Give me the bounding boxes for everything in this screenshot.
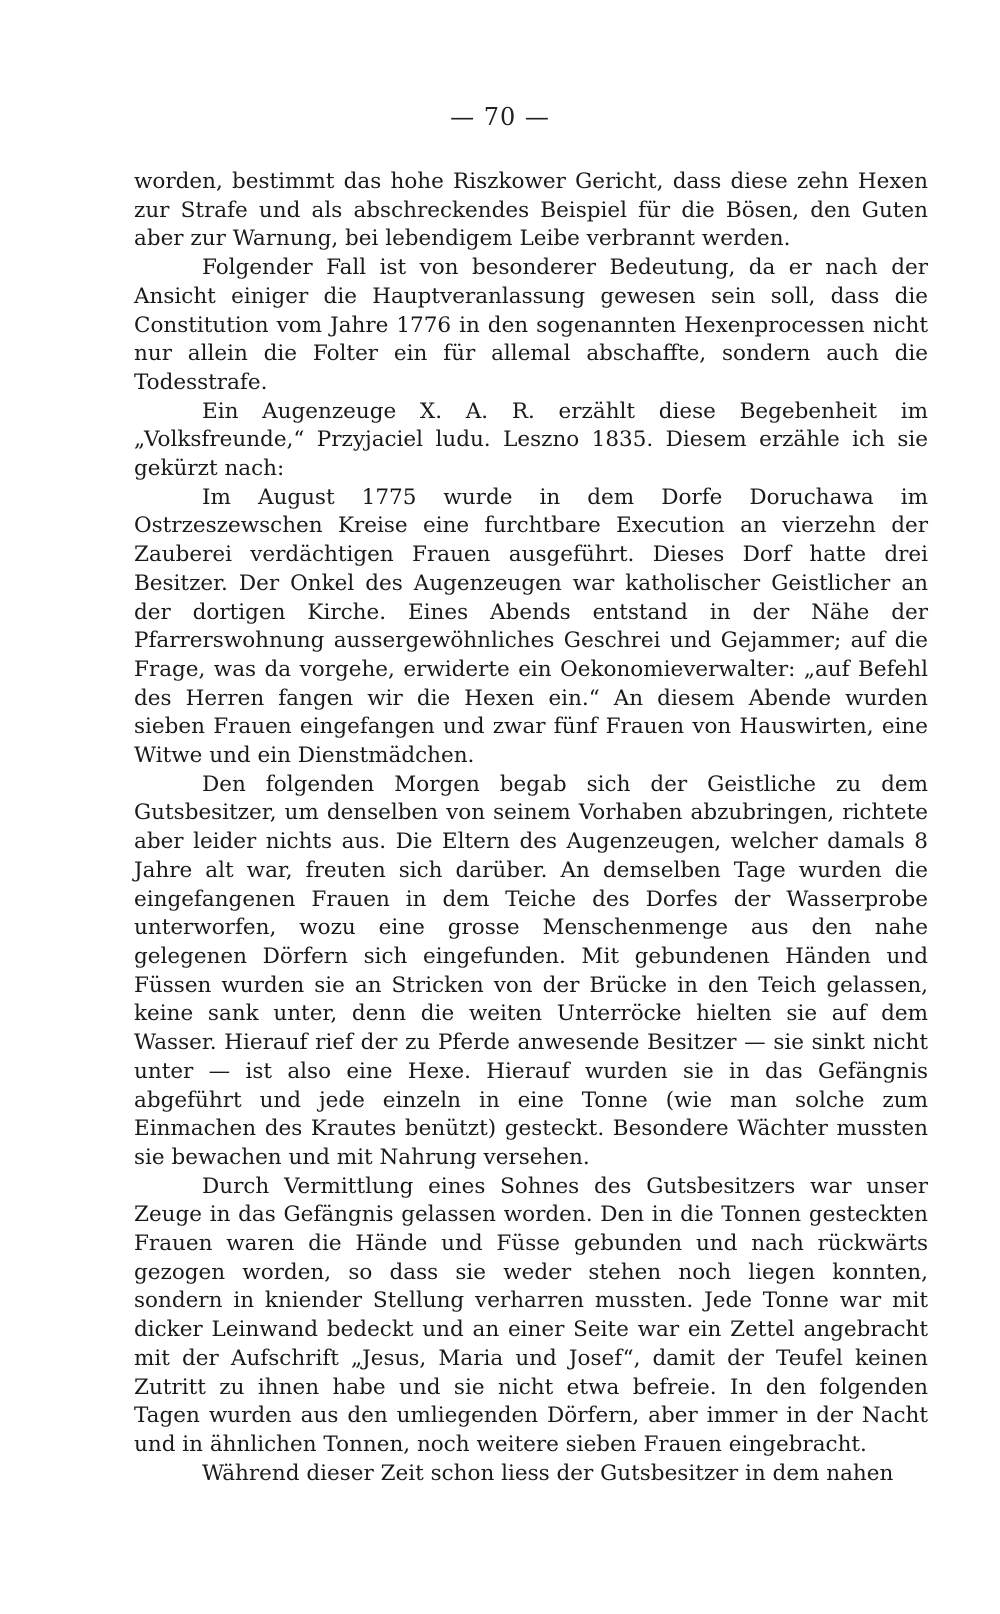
paragraph: Den folgenden Morgen begab sich der Geistliche zu dem Gutsbesitzer, um denselben von seinem Vorhaben abzubringen, richtete aber leider nichts aus. Die Eltern des Augenzeugen, welcher damals 8 Jahre alt war, freuten sich darüber. An demselben Tage wurden die eingefangenen Frauen in dem Teiche des Dorfes der Wasserprobe unterworfen, wozu eine grosse Menschenmenge aus den nahe gelegenen Dörfern sich eingefunden. Mit gebundenen Händen und Füssen wurden sie an Stricken von der Brücke in den Teich gelassen, keine sank unter, denn die weiten Unterröcke hielten sie auf dem Wasser. Hierauf rief der zu Pferde anwesende Besitzer — sie sinkt nicht unter — ist also eine Hexe. Hierauf wurden sie in das Gefängnis abgeführt und jede einzeln in eine Tonne (wie man solche zum Einmachen des Krautes benützt) gesteckt. Besondere Wächter mussten sie bewachen und mit Nahrung versehen. [134,771,928,1170]
page-number: — 70 — [450,103,550,131]
page-body [134,168,928,1488]
paragraph: Durch Vermittlung eines Sohnes des Gutsbesitzers war unser Zeuge in das Gefängnis gelassen worden. Den in die Tonnen gesteckten Frauen waren die Hände und Füsse gebunden und nach rückwärts gezogen worden, so dass sie weder stehen noch liegen konnten, sondern in kniender Stellung verharren mussten. Jede Tonne war mit dicker Leinwand bedeckt und an einer Seite war ein Zettel angebracht mit der Aufschrift „Jesus, Maria und Josef“, damit der Teufel keinen Zutritt zu ihnen habe und sie nicht etwa befreie. In den folgenden Tagen wurden aus den umliegenden Dörfern, aber immer in der Nacht und in ähnlichen Tonnen, noch weitere sieben Frauen eingebracht. [134,1173,928,1457]
paragraph: Ein Augenzeuge X. A. R. erzählt diese Begebenheit im „Volksfreunde,“ Przyjaciel ludu. Leszno 1835. Diesem erzähle ich sie gekürzt nach: [134,398,928,482]
paragraph: Im August 1775 wurde in dem Dorfe Doruchawa im Ostrzeszewschen Kreise eine furchtbare Execution an vierzehn der Zauberei verdächtigen Frauen ausgeführt. Dieses Dorf hatte drei Besitzer. Der Onkel des Augenzeugen war katholischer Geistlicher an der dortigen Kirche. Eines Abends entstand in der Nähe der Pfarrerswohnung aussergewöhnliches Geschrei und Gejammer; auf die Frage, was da vorgehe, erwiderte ein Oekonomieverwalter: „auf Befehl des Herren fangen wir die Hexen ein.“ An diesem Abende wurden sieben Frauen eingefangen und zwar fünf Frauen von Hauswirten, eine Witwe und ein Dienstmädchen. [134,484,928,769]
paragraph: Während dieser Zeit schon liess der Gutsbesitzer in dem nahen [202,1460,894,1486]
paragraph: Folgender Fall ist von besonderer Bedeutung, da er nach der Ansicht einiger die Hauptveranlassung gewesen sein soll, dass die Constitution vom Jahre 1776 in den sogenannten Hexenprocessen nicht nur allein die Folter ein für allemal abschaffte, sondern auch die Todesstrafe. [134,255,928,395]
paragraph: worden, bestimmt das hohe Riszkower Gericht, dass diese zehn Hexen zur Strafe und als abschreckendes Beispiel für die Bösen, den Guten aber zur Warnung, bei lebendigem Leibe verbrannt werden. [134,169,928,252]
